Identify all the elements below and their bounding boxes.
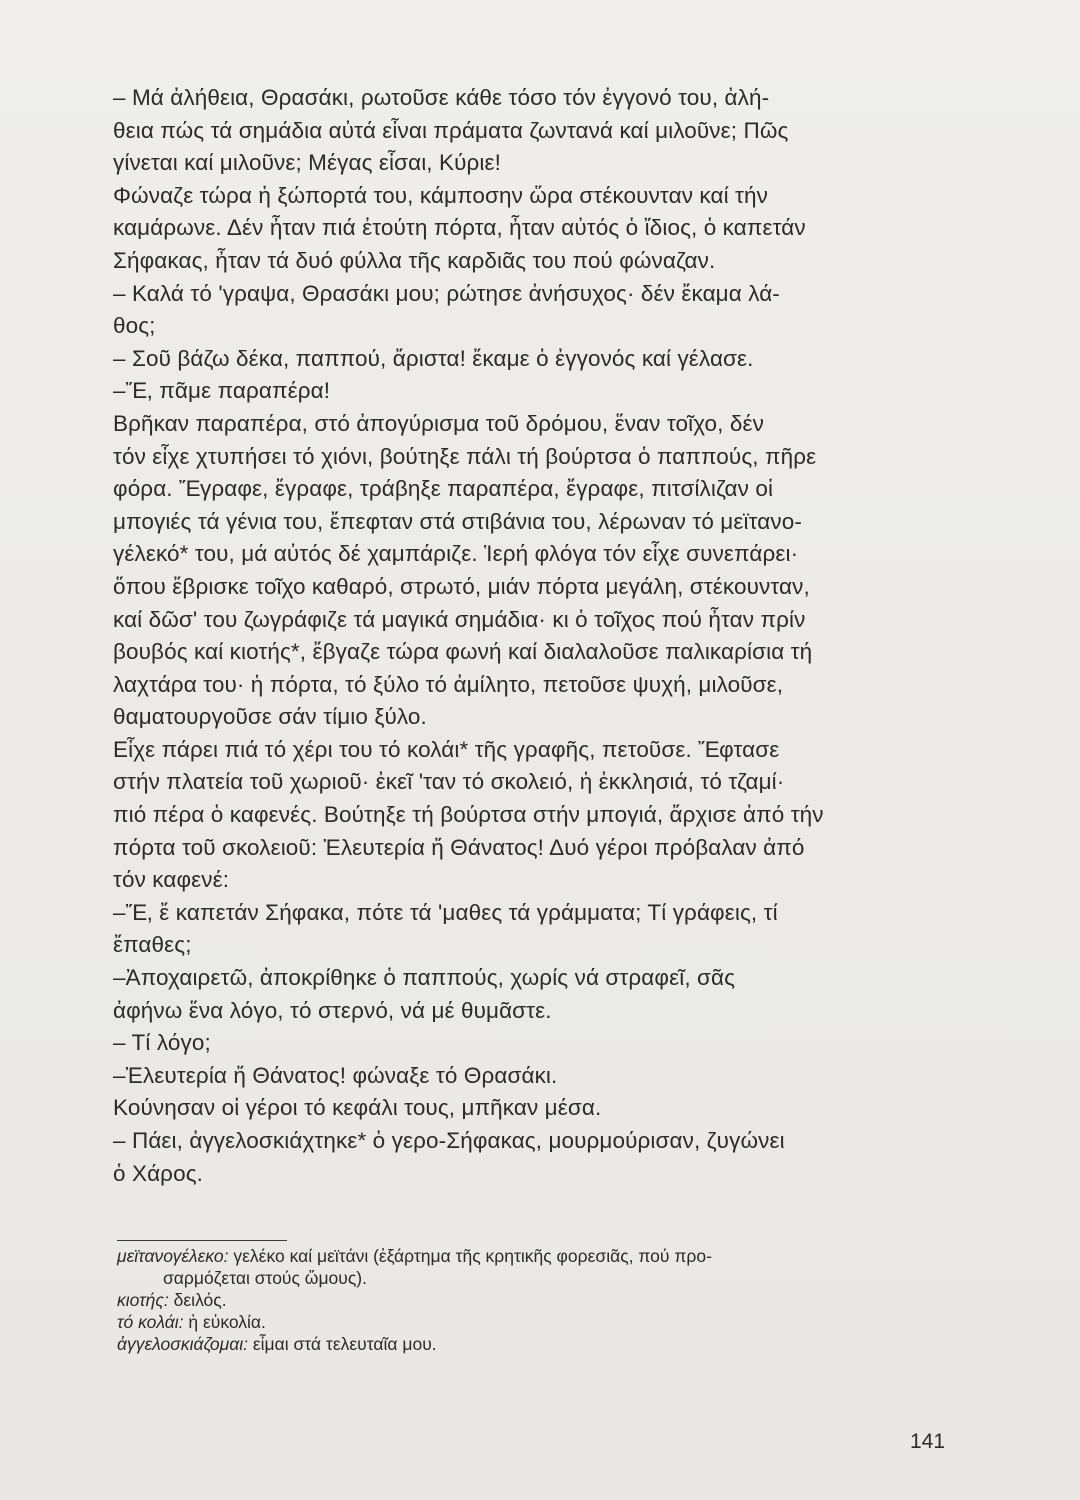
- text-line: τόν εἶχε χτυπήσει τό χιόνι, βούτηξε πάλι τή βούρτσα ὁ παππούς, πῆρε: [113, 443, 817, 469]
- text-line: γίνεται καί μιλοῦνε; Μέγας εἶσαι, Κύριε!: [113, 150, 502, 176]
- footnote-definition: εἶμαι στά τελευταῖα μου.: [252, 1334, 437, 1354]
- text-line: – Μά ἀλήθεια, Θρασάκι, ρωτοῦσε κάθε τόσο τόν ἐγγονό του, ἀλή-: [113, 85, 770, 110]
- text-line: ὁ Χάρος.: [113, 1160, 203, 1186]
- text-line: θαματουργοῦσε σάν τίμιο ξύλο.: [113, 704, 427, 730]
- text-line: ἔπαθες;: [113, 932, 192, 958]
- text-line: μπογιές τά γένια του, ἔπεφταν στά στιβάνια του, λέρωναν τό μεϊτανο-: [113, 508, 802, 534]
- text-line: – Καλά τό 'γραψα, Θρασάκι μου; ρώτησε ἀνήσυχος· δέν ἔκαμα λά-: [113, 280, 780, 306]
- text-line: θεια πώς τά σημάδια αὐτά εἶναι πράματα ζωντανά καί μιλοῦνε; Πῶς: [113, 117, 789, 143]
- text-line: τόν καφενέ:: [113, 867, 230, 893]
- text-line: φόρα. Ἔγραφε, ἔγραφε, τράβηξε παραπέρα, ἔγραφε, πιτσίλιζαν οἱ: [113, 476, 774, 502]
- text-line: –Ἀποχαιρετῶ, ἀποκρίθηκε ὁ παππούς, χωρίς νά στραφεῖ, σᾶς: [113, 965, 736, 991]
- text-line: – Πάει, ἀγγελοσκιάχτηκε* ὁ γερο-Σήφακας, μουρμούρισαν, ζυγώνει: [113, 1128, 785, 1153]
- text-line: καμάρωνε. Δέν ἦταν πιά ἐτούτη πόρτα, ἦταν αὐτός ὁ ἴδιος, ὁ καπετάν: [113, 215, 806, 241]
- footnote-definition: ἡ εὐκολία.: [188, 1312, 266, 1332]
- text-line: θος;: [113, 313, 156, 339]
- text-line: λαχτάρα του· ἡ πόρτα, τό ξύλο τό ἀμίλητο, πετοῦσε ψυχή, μιλοῦσε,: [113, 671, 784, 697]
- text-line: πόρτα τοῦ σκολειοῦ: Ἐλευτερία ἤ Θάνατος! Δυό γέροι πρόβαλαν ἀπό: [113, 834, 805, 860]
- text-line: Φώναζε τώρα ἡ ξώπορτά του, κάμποσην ὥρα στέκουνταν καί τήν: [113, 182, 768, 208]
- footnote: [117, 1311, 957, 1333]
- text-line: γέλεκό* του, μά αὐτός δέ χαμπάριζε. Ἱερή φλόγα τόν εἶχε συνεπάρει·: [113, 541, 799, 567]
- footnote-continuation: σαρμόζεται στούς ὤμους).: [163, 1268, 367, 1288]
- text-line: – Τί λόγο;: [113, 1030, 211, 1056]
- text-line: Εἶχε πάρει πιά τό χέρι του τό κολάι* τῆς γραφῆς, πετοῦσε. Ἔφτασε: [113, 736, 780, 762]
- text-line: πιό πέρα ὁ καφενές. Βούτηξε τή βούρτσα στήν μπογιά, ἄρχισε ἀπό τήν: [113, 802, 824, 828]
- text-line: –Ἔ, ἔ καπετάν Σήφακα, πότε τά 'μαθες τά γράμματα; Τί γράφεις, τί: [113, 899, 778, 925]
- footnote: [117, 1333, 957, 1355]
- text-line: –Ἐλευτερία ἤ Θάνατος! φώναξε τό Θρασάκι.: [113, 1062, 558, 1088]
- text-line: – Σοῦ βάζω δέκα, παππού, ἄριστα! ἔκαμε ὁ ἐγγονός καί γέλασε.: [113, 345, 754, 371]
- footnotes: [117, 1245, 957, 1355]
- text-line: Σήφακας, ἦταν τά δυό φύλλα τῆς καρδιᾶς του πού φώναζαν.: [113, 247, 716, 273]
- footnote-term: μεϊτανογέλεκο:: [117, 1246, 229, 1266]
- footnote-divider: [117, 1240, 287, 1241]
- text-line: ὅπου ἔβρισκε τοῖχο καθαρό, στρωτό, μιάν πόρτα μεγάλη, στέκουνταν,: [113, 573, 810, 599]
- footnote: [117, 1245, 957, 1267]
- body-text: [113, 82, 941, 1190]
- footnote-term: κιοτής:: [117, 1290, 169, 1310]
- text-line: βουβός καί κιοτής*, ἔβγαζε τώρα φωνή καί διαλαλοῦσε παλικαρίσια τή: [113, 639, 813, 665]
- footnote-term: ἀγγελοσκιάζομαι:: [117, 1334, 248, 1354]
- text-line: –Ἔ, πᾶμε παραπέρα!: [113, 378, 331, 404]
- text-line: Κούνησαν οἱ γέροι τό κεφάλι τους, μπῆκαν μέσα.: [113, 1095, 602, 1121]
- text-line: Βρῆκαν παραπέρα, στό ἀπογύρισμα τοῦ δρόμου, ἕναν τοῖχο, δέν: [113, 410, 764, 436]
- text-line: καί δῶσ' του ζωγράφιζε τά μαγικά σημάδια· κι ὁ τοῖχος πού ἦταν πρίν: [113, 606, 806, 632]
- text-line: στήν πλατεία τοῦ χωριοῦ· ἐκεῖ 'ταν τό σκολειό, ἡ ἐκκλησιά, τό τζαμί·: [113, 769, 785, 795]
- footnote-definition: γελέκο καί μεϊτάνι (ἐξάρτημα τῆς κρητικῆς φορεσιᾶς, πού προ-: [233, 1246, 712, 1266]
- page-number: 141: [910, 1430, 946, 1453]
- footnote-definition: δειλός.: [173, 1290, 227, 1310]
- footnote-term: τό κολάι:: [117, 1312, 184, 1332]
- text-line: ἀφήνω ἕνα λόγο, τό στερνό, νά μέ θυμᾶστε.: [113, 997, 552, 1023]
- footnote: [117, 1289, 957, 1311]
